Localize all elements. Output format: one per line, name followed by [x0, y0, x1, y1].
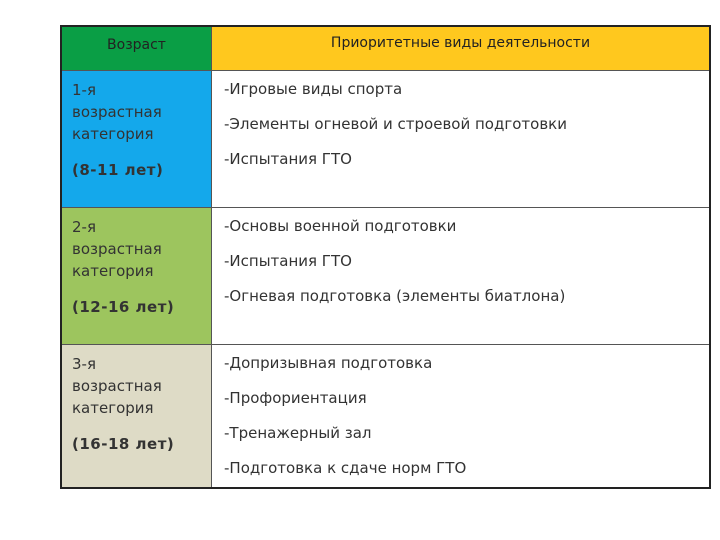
category-1-activities [212, 71, 709, 208]
activity-item: -Профориентация [224, 389, 367, 407]
category-2-cell [62, 208, 212, 345]
header-age-cell [62, 27, 212, 71]
activity-item: -Допризывная подготовка [224, 354, 433, 372]
category-3-age-range: (16-18 лет) [72, 435, 175, 453]
activities-table [60, 25, 711, 489]
header-activities-label: Приоритетные виды деятельности [330, 35, 591, 51]
category-2-line-1: 2-я [72, 218, 96, 236]
category-1-line-2: возрастная [72, 103, 162, 121]
activity-item: -Подготовка к сдаче норм ГТО [224, 459, 467, 477]
header-activities-cell [212, 27, 709, 71]
category-3-line-3: категория [72, 399, 154, 417]
category-2-age-range: (12-16 лет) [72, 298, 175, 316]
category-1-line-3: категория [72, 125, 154, 143]
category-3-line-2: возрастная [72, 377, 162, 395]
activity-item: -Испытания ГТО [224, 252, 352, 270]
activity-item: -Огневая подготовка (элементы биатлона) [224, 287, 566, 305]
category-2-line-3: категория [72, 262, 154, 280]
activity-item: -Элементы огневой и строевой подготовки [224, 115, 567, 133]
activity-item: -Основы военной подготовки [224, 217, 457, 235]
category-2-activities [212, 208, 709, 345]
category-1-line-1: 1-я [72, 81, 96, 99]
activity-item: -Игровые виды спорта [224, 80, 403, 98]
category-3-cell [62, 345, 212, 487]
activity-item: -Испытания ГТО [224, 150, 352, 168]
category-3-activities [212, 345, 709, 487]
category-1-cell [62, 71, 212, 208]
category-3-line-1: 3-я [72, 355, 96, 373]
activity-item: -Тренажерный зал [224, 424, 372, 442]
category-2-line-2: возрастная [72, 240, 162, 258]
category-1-age-range: (8-11 лет) [72, 161, 164, 179]
header-age-label: Возраст [107, 37, 166, 53]
